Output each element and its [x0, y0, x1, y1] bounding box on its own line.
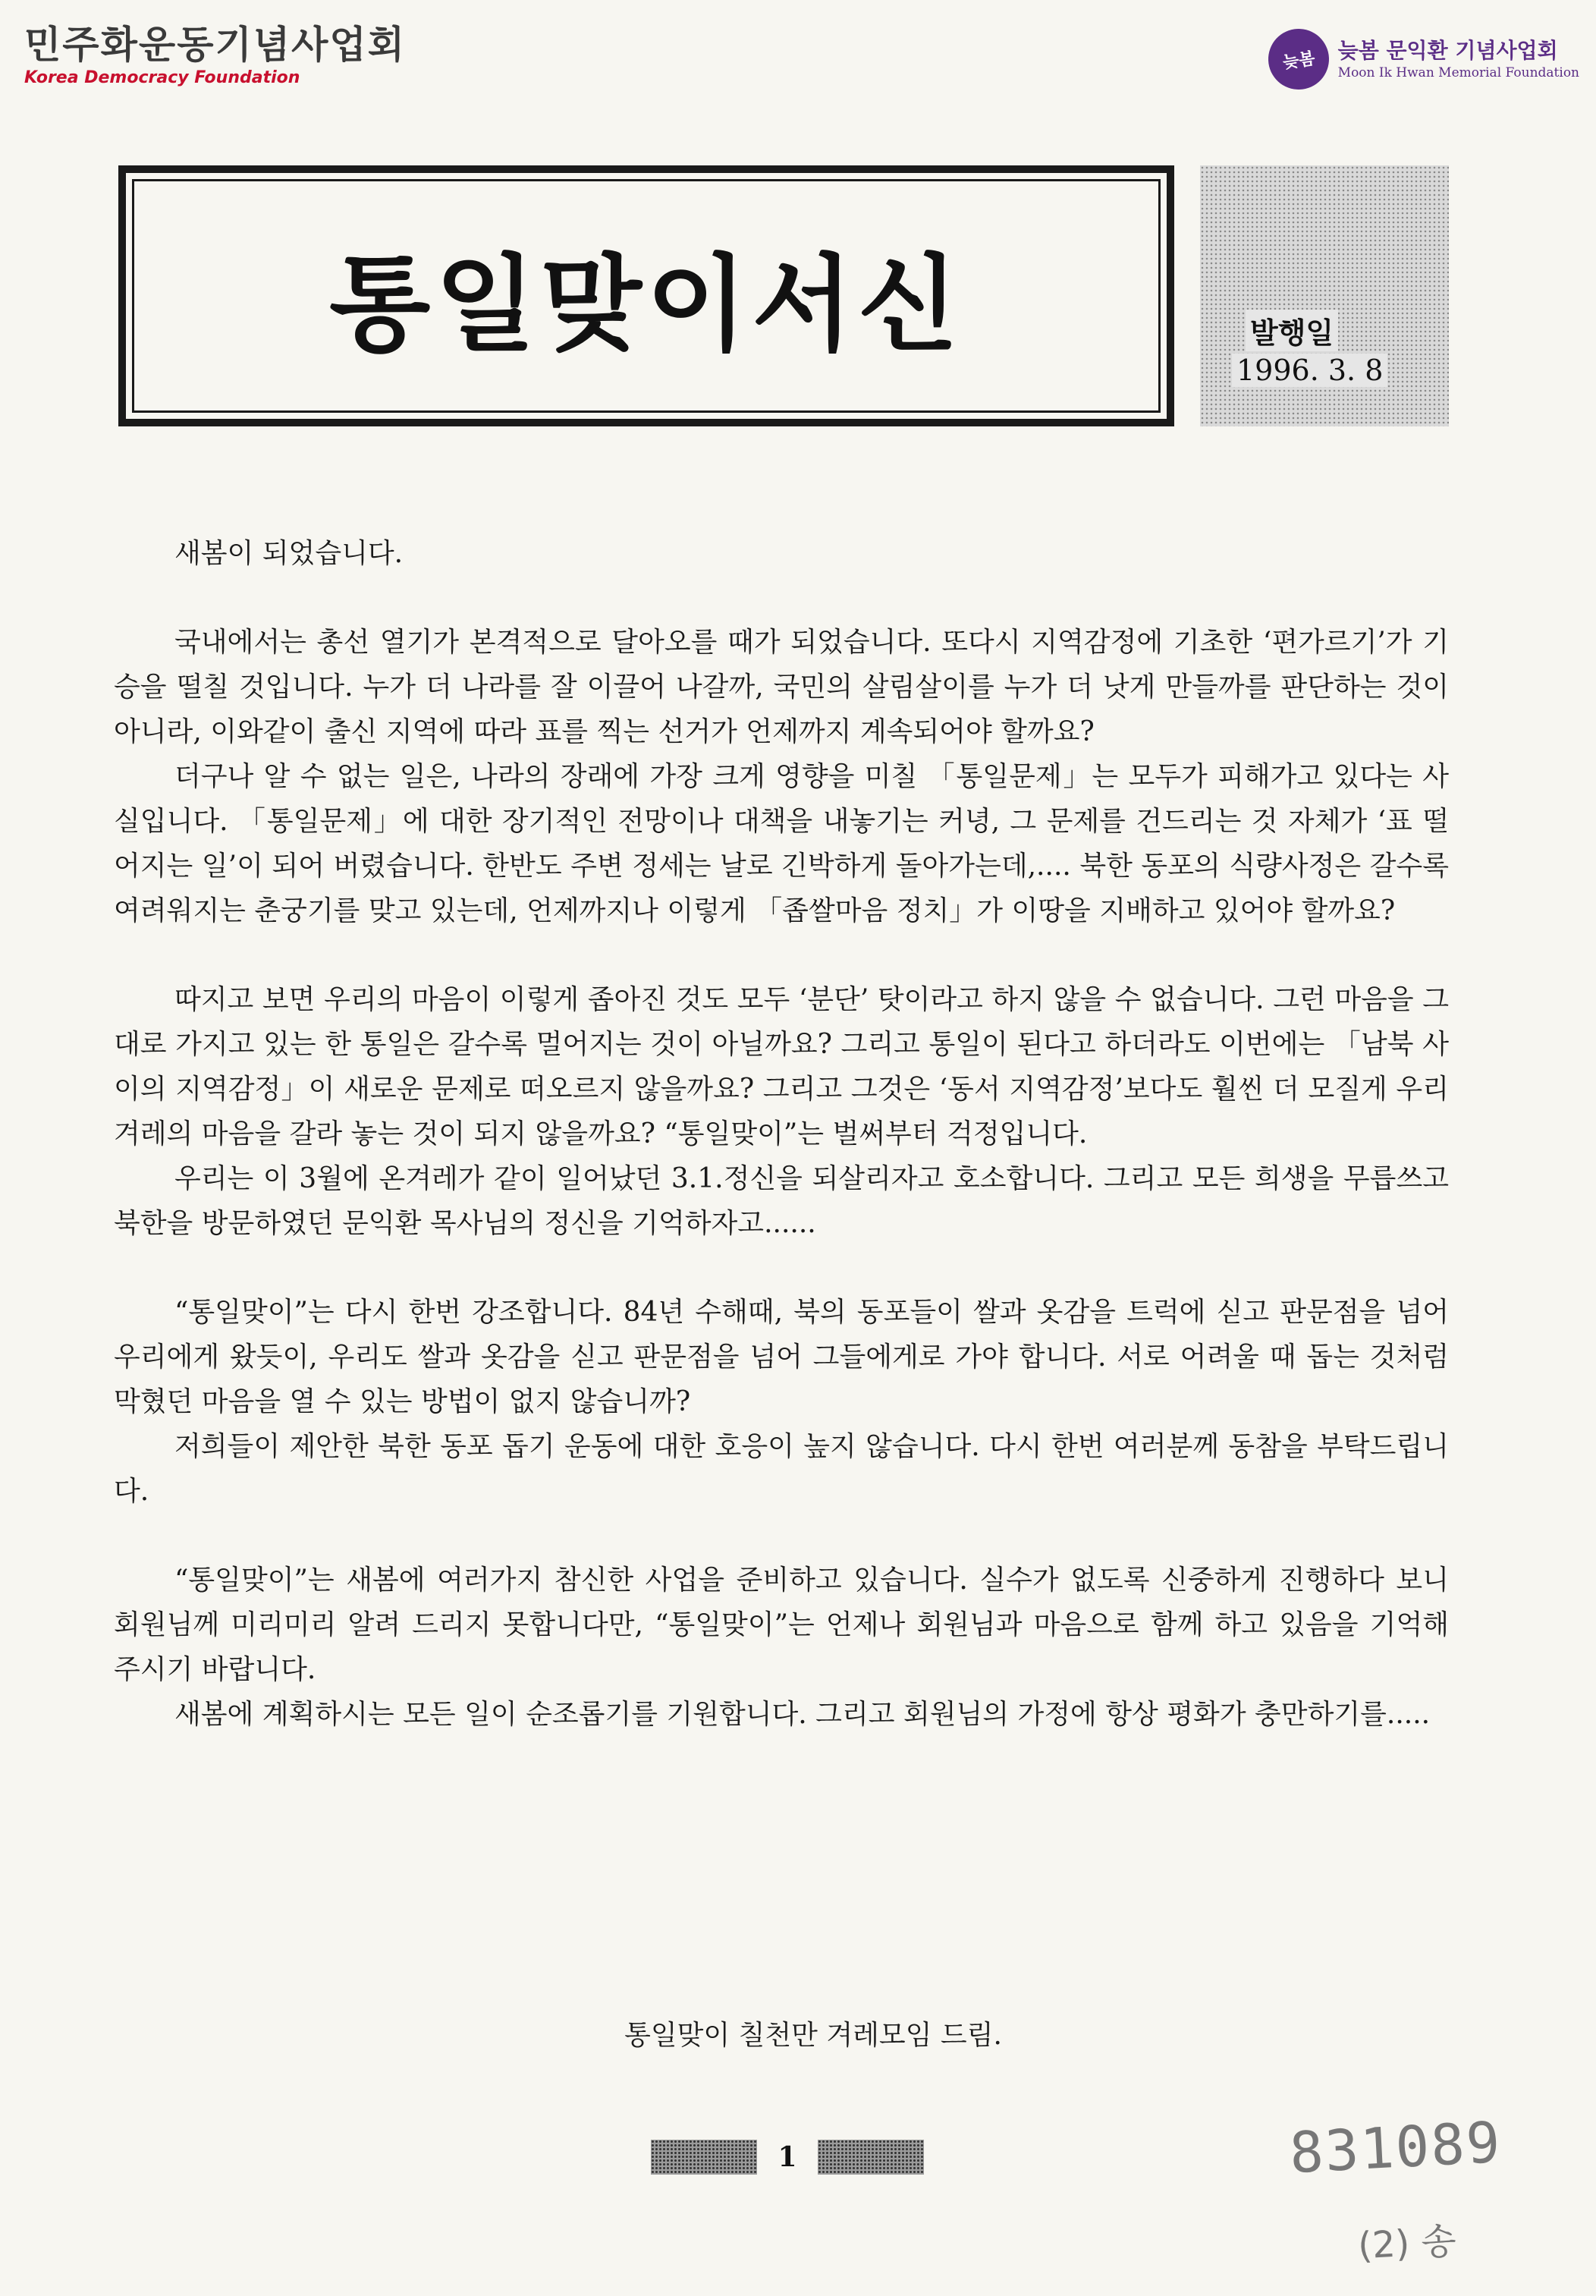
handwritten-archive-number: 831089 [1287, 2109, 1503, 2187]
paragraph-gap [114, 576, 1449, 620]
kdf-logo-english: Korea Democracy Foundation [24, 68, 300, 87]
kdf-logo [24, 23, 406, 87]
body-paragraph: 새봄이 되었습니다. [174, 538, 404, 569]
foundation-name-english: Moon Ik Hwan Memorial Foundation [1337, 65, 1579, 80]
body-paragraph: 우리는 이 3월에 온겨레가 같이 일어났던 3.1.정신을 되살리자고 호소합니다. 그리고 모든 희생을 무릅쓰고 북한을 방문하였던 문익환 목사님의 정신을 기억하자고...... [114, 1163, 1449, 1239]
body-paragraph: 새봄에 계획하시는 모든 일이 순조롭기를 기원합니다. 그리고 회원님의 가정에 항상 평화가 충만하기를..... [174, 1699, 1431, 1730]
neutbom-logo-mark: 늦봄 [1264, 25, 1332, 93]
document-title: 통일맞이서신 [329, 244, 963, 366]
page-number-right-block [818, 2140, 924, 2175]
body-paragraph: “통일맞이”는 다시 한번 강조합니다. 84년 수해때, 북의 동포들이 쌀과 옷감을 트럭에 싣고 판문점을 넘어 우리에게 왔듯이, 우리도 쌀과 옷감을 싣고 판문점을 넘어 그들에게로 가야 합니다. 서로 어려울 때 돕는 것처럼 막혔던 마음을 열 수 있는 방법이 없지 않습니까? [114, 1297, 1449, 1417]
paragraph-gap [114, 1514, 1449, 1558]
letter-body [114, 531, 1449, 1737]
body-paragraph: 국내에서는 총선 열기가 본격적으로 달아오를 때가 되었습니다. 또다시 지역감정에 기초한 ‘편가르기’가 기승을 떨칠 것입니다. 누가 더 나라를 잘 이끌어 나갈까, 국민의 살림살이를 누가 더 낫게 만들까를 판단하는 것이 아니라, 이와같이 출신 지역에 따라 표를 찍는 선거가 언제까지 계속되어야 할까요? [114, 627, 1449, 747]
title-box [118, 165, 1174, 426]
paragraph-gap [114, 1246, 1449, 1290]
letter-signature: 통일맞이 칠천만 겨레모임 드림. [624, 2020, 1002, 2051]
page-number-bar [651, 2140, 924, 2175]
handwritten-note: (2) 송 [1356, 2219, 1458, 2268]
issue-date-box [1200, 165, 1449, 426]
moon-ik-hwan-foundation-logo [1268, 29, 1579, 90]
page-number-left-block [651, 2140, 757, 2175]
body-paragraph: “통일맞이”는 새봄에 여러가지 참신한 사업을 준비하고 있습니다. 실수가 없도록 신중하게 진행하다 보니 회원님께 미리미리 알려 드리지 못합니다만, “통일맞이”는 언제나 회원님과 마음으로 함께 하고 있음을 기억해 주시기 바랍니다. [114, 1565, 1449, 1685]
foundation-name-korean: 늦봄 문익환 기념사업회 [1337, 38, 1558, 63]
paragraph-gap [114, 933, 1449, 977]
issue-date-label: 발행일 [1246, 310, 1338, 351]
body-paragraph: 저희들이 제안한 북한 동포 돕기 운동에 대한 호응이 높지 않습니다. 다시 한번 여러분께 동참을 부탁드립니다. [114, 1431, 1449, 1507]
page-number: 1 [778, 2141, 797, 2173]
body-paragraph: 더구나 알 수 없는 일은, 나라의 장래에 가장 크게 영향을 미칠 「통일문제」는 모두가 피해가고 있다는 사실입니다. 「통일문제」에 대한 장기적인 전망이나 대책을 내놓기는 커녕, 그 문제를 건드리는 것 자체가 ‘표 떨어지는 일’이 되어 버렸습니다. 한반도 주변 정세는 날로 긴박하게 돌아가는데,.... 북한 동포의 식량사정은 갈수록 여려워지는 춘궁기를 맞고 있는데, 언제까지나 이렇게 「좁쌀마음 정치」가 이땅을 지배하고 있어야 할까요? [114, 761, 1449, 926]
body-paragraph: 따지고 보면 우리의 마음이 이렇게 좁아진 것도 모두 ‘분단’ 탓이라고 하지 않을 수 없습니다. 그런 마음을 그대로 가지고 있는 한 통일은 갈수록 멀어지는 것이 아닐까요? 그리고 통일이 된다고 하더라도 이번에는 「남북 사이의 지역감정」이 새로운 문제로 떠오르지 않을까요? 그리고 그것은 ‘동서 지역감정’보다도 훨씬 더 모질게 우리 겨레의 마음을 갈라 놓는 것이 되지 않을까요? “통일맞이”는 벌써부터 걱정입니다. [114, 984, 1449, 1150]
kdf-logo-korean: 민주화운동기념사업회 [24, 22, 406, 67]
issue-date-value: 1996. 3. 8 [1232, 354, 1387, 387]
